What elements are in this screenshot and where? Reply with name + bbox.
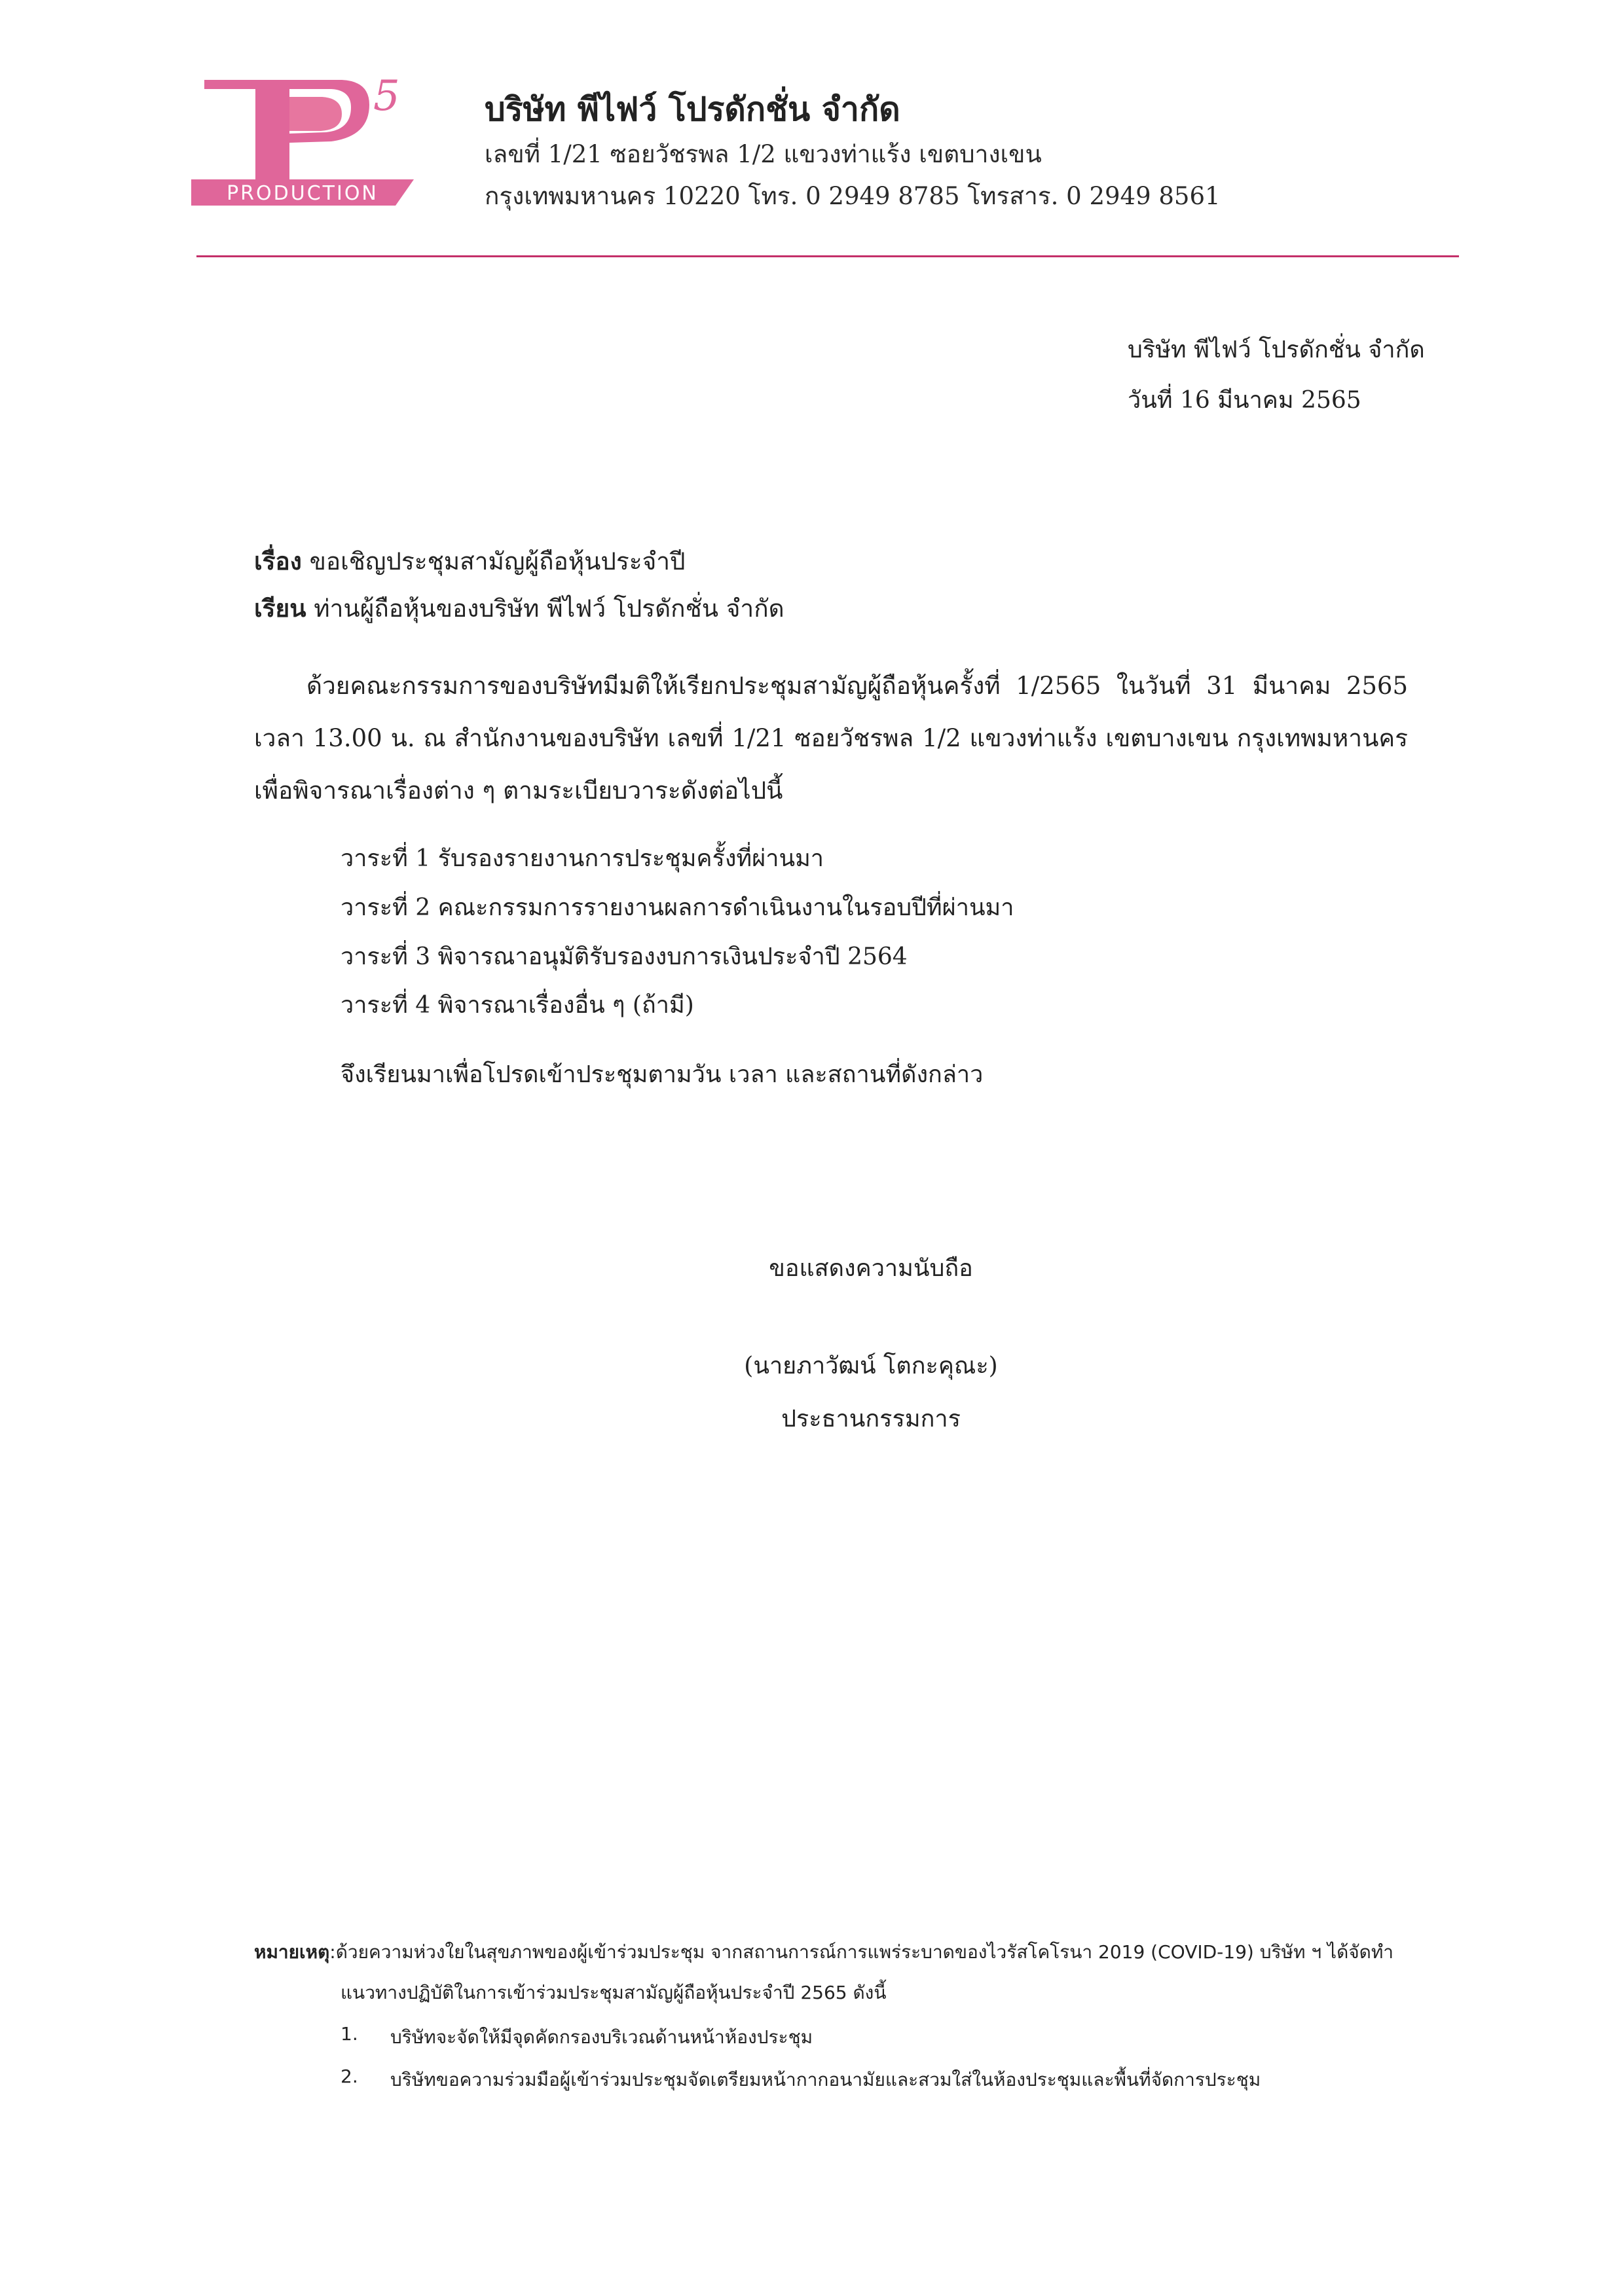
subject-label: เรื่อง	[254, 547, 302, 575]
logo-band-text: PRODUCTION	[227, 182, 378, 205]
note-paragraph	[254, 1938, 1393, 1967]
recipient-line	[254, 589, 784, 628]
subject-line	[254, 542, 686, 581]
agenda-item-2: วาระที่ 2 คณะกรรมการรายงานผลการดำเนินงานในรอบปีที่ผ่านมา	[341, 894, 1014, 921]
note-text: :ด้วยความห่วงใยในสุขภาพของผู้เข้าร่วมประชุม จากสถานการณ์การแพร่ระบาดของไวรัสโคโรนา 2019 (COVID-19) บริษัท ฯ ได้จัดทำ	[329, 1941, 1394, 1963]
regards-text: ขอแสดงความนับถือ	[769, 1255, 973, 1282]
letter-date: วันที่ 16 มีนาคม 2565	[1128, 387, 1361, 414]
note-item-number: 2.	[341, 2066, 358, 2087]
signatory-title: ประธานกรรมการ	[781, 1406, 961, 1432]
agenda-item-3: วาระที่ 3 พิจารณาอนุมัติรับรองงบการเงินประจำปี 2564	[341, 943, 908, 970]
company-logo-icon	[191, 73, 414, 216]
note-continuation: แนวทางปฏิบัติในการเข้าร่วมประชุมสามัญผู้ถือหุ้นประจำปี 2565 ดังนี้	[341, 1982, 887, 2003]
note-label: หมายเหตุ	[254, 1941, 330, 1963]
subject-text: ขอเชิญประชุมสามัญผู้ถือหุ้นประจำปี	[309, 547, 686, 575]
signatory-name: (นายภาวัฒน์ โตกะคุณะ)	[744, 1353, 998, 1379]
company-name: บริษัท พีไฟว์ โปรดักชั่น จำกัด	[485, 90, 900, 128]
company-address-line1: เลขที่ 1/21 ซอยวัชรพล 1/2 แขวงท่าแร้ง เขตบางเขน	[485, 140, 1042, 168]
sender-company: บริษัท พีไฟว์ โปรดักชั่น จำกัด	[1128, 337, 1425, 363]
agenda-item-1: วาระที่ 1 รับรองรายงานการประชุมครั้งที่ผ่านมา	[341, 845, 824, 872]
note-item-number: 1.	[341, 2023, 358, 2045]
closing-text: จึงเรียนมาเพื่อโปรดเข้าประชุมตามวัน เวลา และสถานที่ดังกล่าว	[341, 1061, 984, 1088]
body-line3: เพื่อพิจารณาเรื่องต่าง ๆ ตามระเบียบวาระดังต่อไปนี้	[254, 776, 783, 805]
recipient-text: ท่านผู้ถือหุ้นของบริษัท พีไฟว์ โปรดักชั่น จำกัด	[314, 594, 784, 623]
logo-sup-text: 5	[373, 73, 400, 120]
note-item-text: บริษัทจะจัดให้มีจุดคัดกรองบริเวณด้านหน้าห้องประชุม	[390, 2026, 813, 2048]
note-item-text: บริษัทขอความร่วมมือผู้เข้าร่วมประชุมจัดเตรียมหน้ากากอนามัยและสวมใส่ในห้องประชุมและพื้นที่จัดการประชุม	[390, 2069, 1261, 2090]
agenda-item-4: วาระที่ 4 พิจารณาเรื่องอื่น ๆ (ถ้ามี)	[341, 992, 694, 1019]
body-line2: เวลา 13.00 น. ณ สำนักงานของบริษัท เลขที่ 1/21 ซอยวัชรพล 1/2 แขวงท่าแร้ง เขตบางเขน กรุงเทพมหานคร	[254, 724, 1408, 752]
body-line1: ด้วยคณะกรรมการของบริษัทมีมติให้เรียกประชุมสามัญผู้ถือหุ้นครั้งที่ 1/2565 ในวันที่ 31 มีนาคม 2565	[306, 672, 1408, 700]
recipient-label: เรียน	[254, 594, 306, 623]
header-divider	[196, 255, 1459, 257]
company-address-line2: กรุงเทพมหานคร 10220 โทร. 0 2949 8785 โทรสาร. 0 2949 8561	[485, 182, 1221, 210]
